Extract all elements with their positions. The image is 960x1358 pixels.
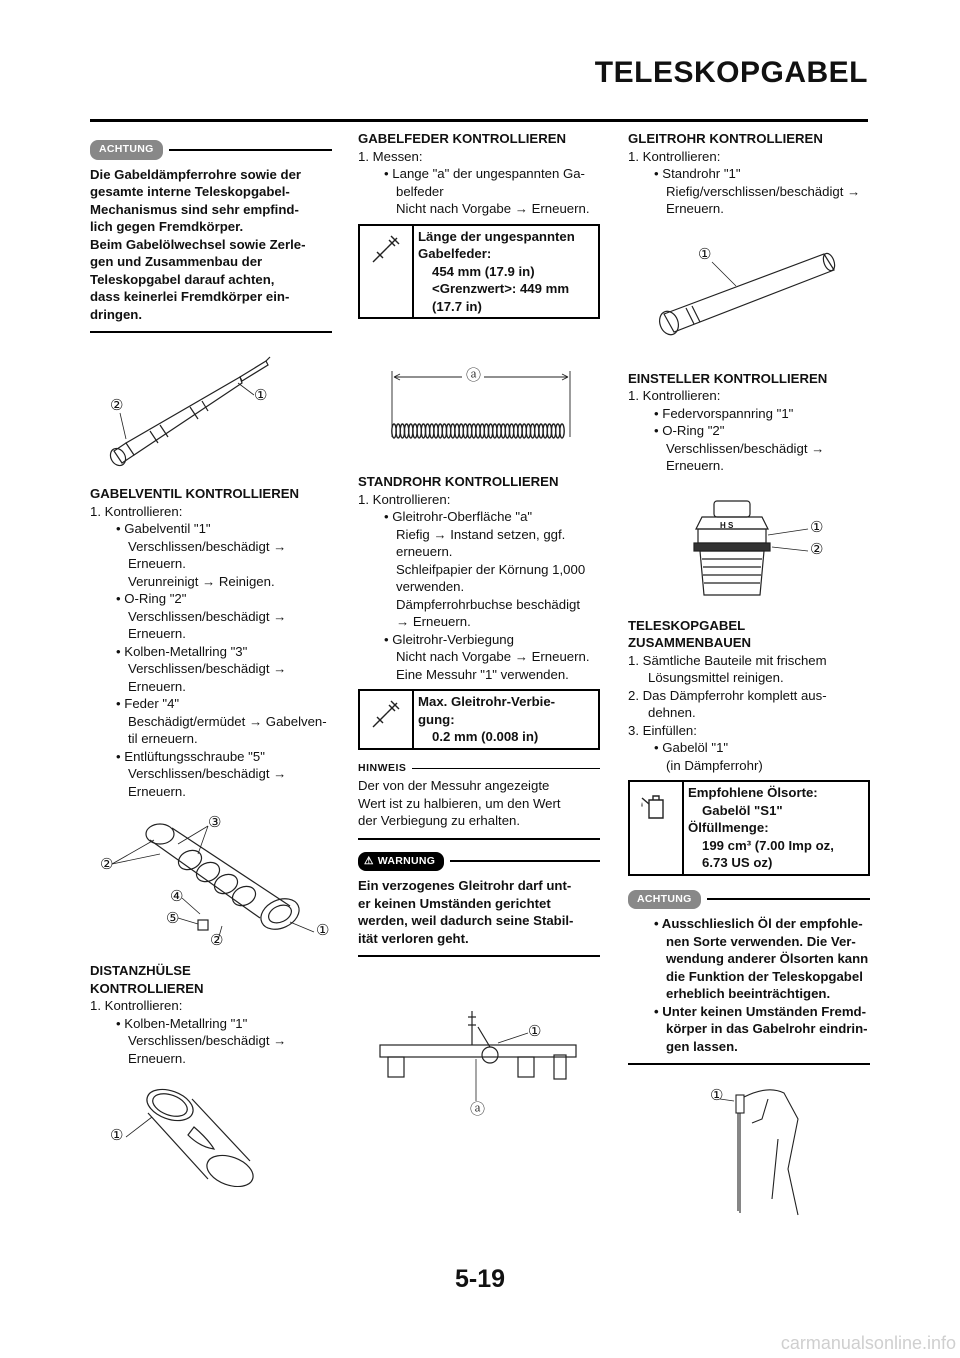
- text-line: 454 mm (17.9 in): [432, 263, 535, 279]
- text-line: Ölfüllmenge:: [688, 820, 769, 835]
- text-line: der Verbiegung zu erhalten.: [358, 813, 521, 828]
- gauge-callout-1: ①: [528, 1023, 542, 1040]
- note-header: [358, 760, 600, 778]
- text-line: Max. Gleitrohr-Verbie-: [418, 694, 556, 709]
- text-line: gen lassen.: [666, 1038, 738, 1054]
- sleeve-list: [90, 1015, 332, 1068]
- text-line: Erneuern.: [666, 458, 724, 473]
- bullet-item: • Kolben-Metallring "3": [116, 643, 248, 659]
- bullet-item: • Unter keinen Umständen Fremd-: [654, 1003, 866, 1019]
- warning-text: [358, 877, 600, 947]
- warning-icon: ⚠: [364, 854, 374, 867]
- text-line: → Erneuern.: [396, 614, 471, 629]
- text-line: Erneuern.: [128, 556, 186, 571]
- spring-coil: [560, 424, 564, 438]
- text-line: Riefig/verschlissen/beschädigt →: [666, 183, 861, 199]
- adjuster-callout-1: ①: [810, 518, 824, 536]
- text-line: Verschlissen/beschädigt →: [128, 538, 287, 554]
- warning-rule: [450, 860, 600, 862]
- text-line: (in Dämpferrohr): [666, 757, 763, 773]
- fig1-callout-1: ①: [254, 387, 268, 404]
- bullet-item: • Gabelöl "1": [654, 740, 729, 755]
- text-line: Erneuern.: [128, 1050, 186, 1066]
- text-line: Verunreinigt → Reinigen.: [128, 573, 275, 589]
- text-line: dass keinerlei Fremdkörper ein-: [90, 289, 290, 304]
- valve-step: 1. Kontrollieren:: [90, 503, 183, 519]
- text-line: (17.7 in): [432, 298, 482, 314]
- page-number: 5-19: [454, 1265, 506, 1293]
- figure-oil-filling: [628, 1079, 870, 1219]
- caution-tag: ACHTUNG: [90, 140, 163, 160]
- text-line: Verschlissen/beschädigt →: [128, 661, 287, 676]
- oil-can-icon: [639, 788, 673, 822]
- spring-callout-a: ⓐ: [466, 367, 482, 384]
- fig2-callout-2a: ②: [100, 856, 114, 873]
- bullet-item: • Feder "4": [116, 696, 180, 711]
- bullet-item: • Gleitrohr-Oberfläche "a": [384, 509, 533, 524]
- text-line: Teleskopgabel darauf achten,: [90, 271, 275, 287]
- assembly-heading-1: TELESKOPGABEL: [628, 617, 746, 633]
- text-line: Erneuern.: [666, 201, 724, 216]
- text-line: körper in das Gabelrohr eindrin-: [666, 1021, 868, 1036]
- text-line: Nicht nach Vorgabe → Erneuern.: [396, 201, 590, 216]
- bullet-item: • Entlüftungsschraube "5": [116, 748, 265, 764]
- text-line: Verschlissen/beschädigt →: [666, 440, 825, 456]
- measure-spec-icon-cell-2: [360, 691, 414, 748]
- text-line: Der von der Messuhr angezeigte: [358, 778, 550, 793]
- spring-step: 1. Messen:: [358, 148, 423, 164]
- note-tag: HINWEIS: [358, 761, 407, 774]
- bullet-item: • Standrohr "1": [654, 166, 741, 181]
- text-line: Erneuern.: [128, 783, 186, 799]
- text-line: 6.73 US oz): [702, 855, 773, 870]
- text-line: gesamte interne Teleskopgabel-: [90, 184, 290, 199]
- bullet-item: • Federvorspannring "1": [654, 405, 794, 421]
- spec-text: [414, 691, 598, 748]
- bullet-item: • Ausschlieslich Öl der empfohle-: [654, 916, 863, 931]
- fig3-callout-1: ①: [110, 1127, 124, 1144]
- column-2: [358, 130, 600, 1117]
- oil-callout-1: ①: [710, 1087, 724, 1104]
- adjuster-step: 1. Kontrollieren:: [628, 388, 721, 403]
- caution2-header: [628, 890, 870, 910]
- figure-piston-assembly: [90, 814, 332, 954]
- figure-fork-spring: [358, 353, 600, 463]
- figure-outer-tube: [628, 244, 870, 354]
- assembly-heading-2: ZUSAMMENBAUEN: [628, 635, 752, 650]
- tube-step: 1. Kontrollieren:: [358, 491, 451, 507]
- warning-header: [358, 852, 600, 872]
- text-line: Nicht nach Vorgabe → Erneuern.: [396, 649, 590, 664]
- page-title: TELESKOPGABEL: [594, 56, 868, 89]
- bullet-item: • Gabelventil "1": [116, 521, 211, 536]
- text-line: 0.2 mm (0.008 in): [432, 729, 539, 744]
- figure-adjuster: [628, 495, 870, 605]
- text-line: dringen.: [90, 306, 143, 322]
- spring-heading: GABELFEDER KONTROLLIEREN: [358, 131, 567, 146]
- warning-tag-label: WARNUNG: [377, 854, 436, 867]
- caution2-tag: ACHTUNG: [628, 890, 701, 910]
- text-line: verwenden.: [396, 579, 465, 594]
- caution2-text: [628, 915, 870, 1055]
- text-line: gung:: [418, 711, 455, 727]
- bullet-item: • O-Ring "2": [654, 423, 725, 438]
- figure-fork-valve: [90, 351, 332, 471]
- column-3: [628, 130, 870, 1219]
- measure-icon: [369, 697, 403, 731]
- column-1: [90, 130, 332, 1187]
- text-line: 3. Einfüllen:: [628, 722, 697, 738]
- caution-rule: [169, 149, 332, 151]
- note-text: [358, 777, 600, 830]
- measure-icon: [369, 232, 403, 266]
- fig1-callout-2: ②: [110, 397, 124, 414]
- text-line: lich gegen Fremdkörper.: [90, 219, 244, 234]
- text-line: Erneuern.: [128, 626, 186, 641]
- text-line: Wert ist zu halbieren, um den Wert: [358, 795, 561, 811]
- caution-end-rule: [90, 331, 332, 333]
- text-line: Empfohlene Ölsorte:: [688, 785, 818, 800]
- oil-filling-drawing: [628, 1079, 870, 1219]
- figure-dial-gauge: [358, 997, 600, 1117]
- text-line: gen und Zusammenbau der: [90, 254, 263, 269]
- measure-spec-icon-cell: [360, 226, 414, 318]
- spec-text: [684, 782, 868, 874]
- text-line: Riefig → Instand setzen, ggf.: [396, 526, 566, 542]
- spring-list: [358, 165, 600, 218]
- text-line: wendung anderer Ölsorten kann: [666, 951, 869, 966]
- fork-valve-drawing: [90, 351, 332, 471]
- caution-text: [90, 166, 332, 324]
- dial-gauge-drawing: [358, 997, 600, 1117]
- text-line: Beim Gabelölwechsel sowie Zerle-: [90, 236, 306, 252]
- text-line: ität verloren geht.: [358, 930, 469, 946]
- warning-end-rule: [358, 955, 600, 957]
- text-line: 2. Das Dämpferrohr komplett aus- dehnen.: [628, 687, 827, 720]
- bullet-item: • O-Ring "2": [116, 591, 187, 606]
- text-line: Mechanismus sind sehr empfind-: [90, 201, 299, 217]
- bullet-item: • Lange "a" der ungespannten Ga-: [384, 166, 585, 181]
- gauge-callout-a: ⓐ: [470, 1101, 486, 1118]
- sleeve-step: 1. Kontrollieren:: [90, 998, 183, 1013]
- text-line: Verschlissen/beschädigt →: [128, 766, 287, 781]
- text-line: die Funktion der Teleskopgabel: [666, 968, 863, 984]
- text-line: Schleifpapier der Körnung 1,000: [396, 561, 586, 577]
- spec-box-spring-length: [358, 224, 600, 320]
- outer-tube-step: 1. Kontrollieren:: [628, 148, 721, 164]
- caution2-end-rule: [628, 1063, 870, 1065]
- text-line: erneuern.: [396, 544, 453, 559]
- assembly-list: [628, 652, 870, 775]
- top-rule: [90, 119, 868, 122]
- valve-heading: GABELVENTIL KONTROLLIEREN: [90, 486, 300, 501]
- text-line: Gabelöl "S1": [702, 802, 783, 818]
- text-line: Gabelfeder:: [418, 246, 492, 261]
- outer-tube-heading: GLEITROHR KONTROLLIEREN: [628, 131, 823, 146]
- adjuster-heading: EINSTELLER KONTROLLIEREN: [628, 370, 828, 386]
- caution-header: [90, 140, 332, 160]
- text-line: Verschlissen/beschädigt →: [128, 608, 287, 624]
- adjuster-marks: H S: [720, 520, 734, 530]
- oil-spec-icon-cell: [630, 782, 684, 874]
- text-line: werden, weil dadurch seine Stabil-: [358, 913, 574, 928]
- warning-tag: [358, 852, 444, 872]
- outer-tube-list: [628, 165, 870, 218]
- text-line: Beschädigt/ermüdet → Gabelven-: [128, 713, 327, 729]
- bullet-item: • Kolben-Metallring "1": [116, 1015, 248, 1031]
- fig2-callout-2b: ②: [210, 932, 224, 949]
- text-line: Länge der ungespannten: [418, 228, 575, 244]
- note-end-rule: [358, 838, 600, 840]
- text-line: nen Sorte verwenden. Die Ver-: [666, 933, 856, 949]
- bullet-item: • Gleitrohr-Verbiegung: [384, 631, 514, 647]
- caution2-rule: [707, 898, 870, 900]
- fig2-callout-4: ④: [170, 888, 184, 905]
- text-line: 1. Sämtliche Bauteile mit frischem Lösungsmittel reinigen.: [628, 652, 827, 685]
- valve-list: [90, 520, 332, 800]
- adjuster-drawing: [628, 495, 870, 605]
- text-line: erheblich beeinträchtigen.: [666, 986, 831, 1001]
- tube-list: [358, 508, 600, 683]
- outer-tube-callout-1: ①: [698, 245, 712, 263]
- spec-box-bend: [358, 689, 600, 750]
- fig2-callout-5: ⑤: [166, 910, 180, 927]
- fig2-callout-3: ③: [208, 814, 222, 831]
- adjuster-callout-2: ②: [810, 540, 824, 558]
- text-line: Eine Messuhr "1" verwenden.: [396, 666, 569, 682]
- text-line: 199 cm³ (7.00 Imp oz,: [702, 837, 834, 853]
- spacer-sleeve-drawing: [90, 1087, 332, 1187]
- note-rule: [412, 768, 600, 770]
- sleeve-heading-2: KONTROLLIEREN: [90, 980, 204, 996]
- spec-box-oil: [628, 780, 870, 876]
- text-line: Erneuern.: [128, 678, 186, 694]
- text-line: Ein verzogenes Gleitrohr darf unt-: [358, 878, 572, 893]
- spec-text: [414, 226, 598, 318]
- text-line: belfeder: [396, 183, 444, 199]
- adjuster-list: [628, 405, 870, 475]
- text-line: er keinen Umständen gerichtet: [358, 895, 551, 911]
- text-line: Die Gabeldämpferrohre sowie der: [90, 166, 302, 182]
- text-line: Verschlissen/beschädigt →: [128, 1033, 287, 1048]
- outer-tube-drawing: [628, 244, 870, 354]
- figure-spacer-sleeve: [90, 1087, 332, 1187]
- fig2-callout-1: ①: [316, 922, 330, 939]
- watermark: carmanualsonline.info: [780, 1333, 956, 1353]
- tube-heading: STANDROHR KONTROLLIEREN: [358, 474, 559, 489]
- text-line: til erneuern.: [128, 731, 198, 746]
- text-line: <Grenzwert>: 449 mm: [432, 281, 570, 296]
- sleeve-heading-1: DISTANZHÜLSE: [90, 963, 191, 978]
- text-line: Dämpferrohrbuchse beschädigt: [396, 596, 580, 612]
